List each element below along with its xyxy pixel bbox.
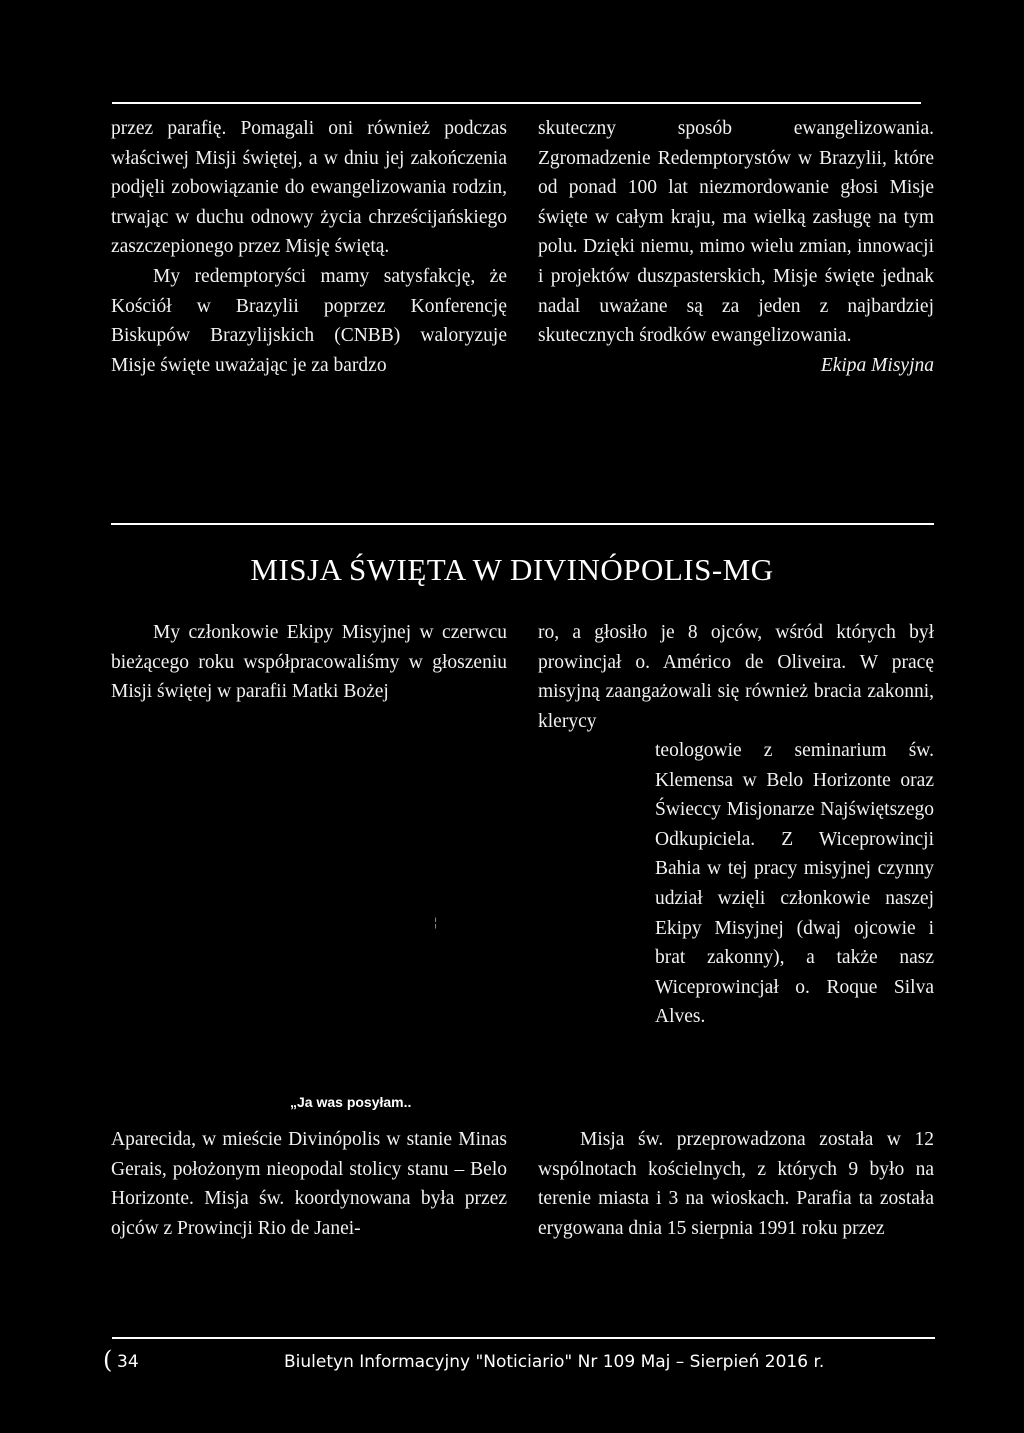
upper-left-paragraph-1: przez parafię. Pomagali oni również podczas właściwej Misji świętej, a w dniu jej zakończenia podjęli zobowiązanie do ewangelizowania rodzin, trwając w duchu odnowy życia chrześcijańskiego zaszczepionego przez Misję świętą. [111, 118, 507, 258]
footer-rule [112, 1337, 935, 1339]
article-right-column-wrap [655, 736, 934, 1032]
article-right-paragraph-2: Misja św. przeprowadzona została w 12 wspólnotach kościelnych, z których 9 było na terenie miasta i 3 na wioskach. Parafia ta została erygowana dnia 15 sierpnia 1991 roku przez [538, 1129, 934, 1239]
upper-left-column [111, 114, 507, 380]
article-left-column-top [111, 618, 507, 707]
photo-artifact-icon: ¦ [434, 915, 438, 929]
article-title: MISJA ŚWIĘTA W DIVINÓPOLIS-MG [250, 552, 774, 587]
article-right-column-bottom [538, 1125, 934, 1243]
section-rule [111, 523, 934, 525]
article-right-column-top [538, 618, 934, 736]
article-right-paragraph-1-wrap: teologowie z seminarium św. Klemensa w Belo Horizonte oraz Świeccy Misjonarze Najświętszego Odkupiciela. Z Wiceprowincji Bahia w tej pracy misyjnej czynny udział wzięli członkowie naszej Ekipy Misyjnej (dwaj ojcowie i brat zakonny), a także nasz Wiceprowincjał o. Roque Silva Alves. [655, 740, 934, 1028]
upper-right-paragraph-1: skuteczny sposób ewangelizowania. Zgromadzenie Redemptorystów w Brazylii, które od ponad 100 lat niezmordowanie głosi Misje święte w całym kraju, ma wielką zasługę na tym polu. Dzięki niemu, mimo wielu zmian, innowacji i projektów duszpasterskich, Misje święte jednak nadal uważane są za jeden z najbardziej skutecznych środków ewangelizowania. [538, 118, 934, 347]
page-bracket-icon: ( [103, 1346, 113, 1374]
top-rule [112, 102, 921, 104]
page-number: 34 [117, 1352, 139, 1372]
article-left-paragraph-1: My członkowie Ekipy Misyjnej w czerwcu bieżącego roku współpracowaliśmy w głoszeniu Misji świętej w parafii Matki Bożej [111, 622, 507, 703]
article-left-column-bottom [111, 1125, 507, 1243]
article-photo [108, 782, 648, 1082]
article-right-paragraph-1-top: ro, a głosiło je 8 ojców, wśród których był prowincjał o. Américo de Oliveira. W pracę misyjną zaangażowali się również bracia zakonni, klerycy [538, 622, 934, 732]
article-left-paragraph-2: Aparecida, w mieście Divinópolis w stanie Minas Gerais, położonym nieopodal stolicy stanu – Belo Horizonte. Misja św. koordynowana była przez ojców z Prowincji Rio de Janei- [111, 1129, 507, 1239]
photo-caption: „Ja was posyłam.. [290, 1094, 412, 1110]
upper-left-paragraph-2: My redemptoryści mamy satysfakcję, że Kościół w Brazylii poprzez Konferencję Biskupów Brazylijskich (CNBB) waloryzuje Misje święte uważając je za bardzo [111, 265, 507, 376]
footer-publication: Biuletyn Informacyjny "Noticiario" Nr 109 Maj – Sierpień 2016 r. [284, 1352, 825, 1372]
upper-right-column [538, 114, 934, 380]
signature-ekipa: Ekipa Misyjna [820, 354, 934, 376]
